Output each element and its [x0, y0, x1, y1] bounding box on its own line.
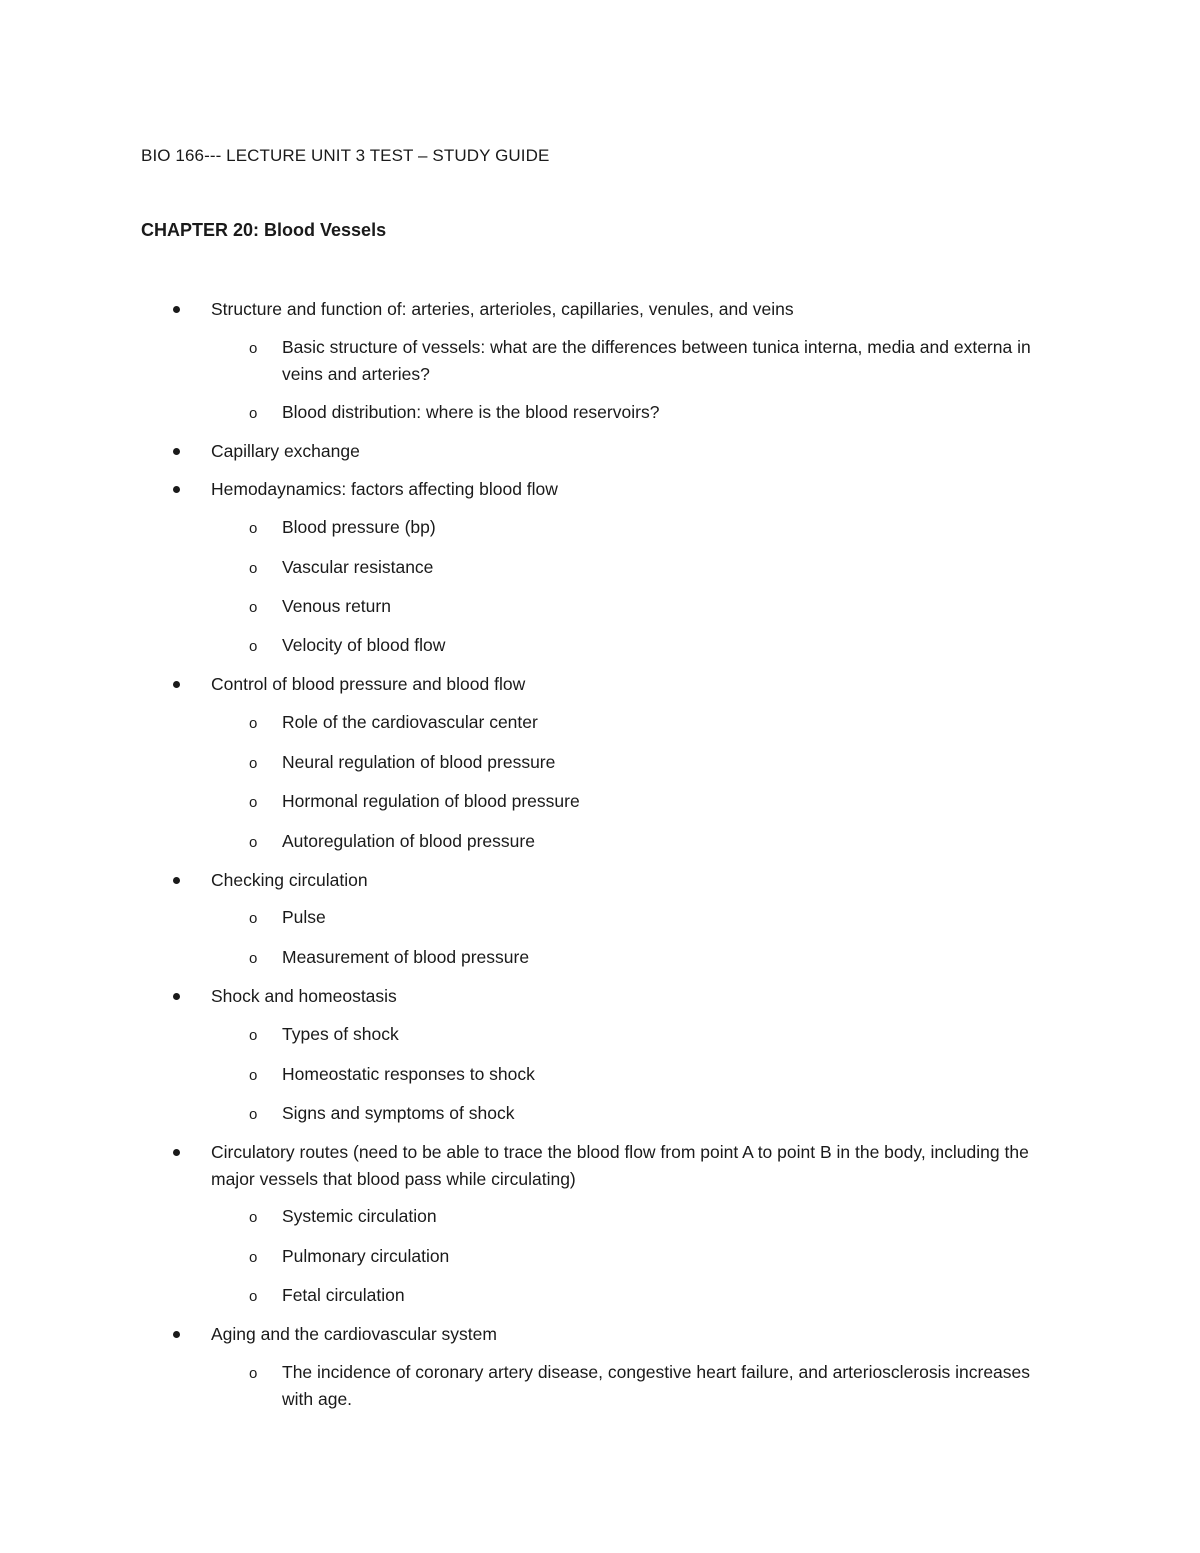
subtopic-label: Systemic circulation [282, 1206, 437, 1226]
subtopic-item [249, 1282, 1052, 1309]
sub-bullet-marker: o [249, 560, 258, 577]
subtopic-item [249, 788, 1052, 815]
subtopic-item [249, 1061, 1052, 1088]
subtopic-label: Hormonal regulation of blood pressure [282, 791, 580, 811]
subtopic-item [249, 904, 1052, 931]
bullet-marker [173, 1149, 180, 1156]
sub-bullet-marker: o [249, 794, 258, 811]
subtopic-label: Pulmonary circulation [282, 1246, 450, 1266]
subtopic-item [249, 1100, 1052, 1127]
subtopic-label: Velocity of blood flow [282, 635, 446, 655]
sub-bullet-marker: o [249, 834, 258, 851]
sub-bullet-marker: o [249, 1106, 258, 1123]
sub-bullet-marker: o [249, 755, 258, 772]
subtopic-label: Basic structure of vessels: what are the differences between tunica interna, media and externa in veins and arteries? [282, 337, 1031, 384]
topic-label: Control of blood pressure and blood flow [211, 674, 526, 694]
sub-bullet-marker: o [249, 1067, 258, 1084]
subtopic-label: Homeostatic responses to shock [282, 1064, 535, 1084]
subtopic-item [249, 944, 1052, 971]
bullet-marker [173, 681, 180, 688]
topic-label: Hemodaynamics: factors affecting blood flow [211, 479, 558, 499]
topic-item [211, 1139, 1051, 1193]
subtopic-item [249, 1243, 1052, 1270]
subtopic-item [249, 828, 1052, 855]
subtopic-item [249, 399, 1052, 426]
subtopic-item [249, 1021, 1052, 1048]
bullet-marker [173, 1331, 180, 1338]
sub-bullet-marker: o [249, 1027, 258, 1044]
topic-label: Aging and the cardiovascular system [211, 1324, 497, 1344]
topic-item [211, 671, 1051, 698]
topic-item [211, 1321, 1051, 1348]
subtopic-item [249, 593, 1052, 620]
subtopic-label: Role of the cardiovascular center [282, 712, 538, 732]
subtopic-label: Blood distribution: where is the blood reservoirs? [282, 402, 660, 422]
topic-item [211, 867, 1051, 894]
subtopic-item [249, 632, 1052, 659]
subtopic-label: Vascular resistance [282, 557, 434, 577]
subtopic-label: The incidence of coronary artery disease, congestive heart failure, and arteriosclerosis increases with age. [282, 1362, 1031, 1409]
sub-bullet-marker: o [249, 1365, 258, 1382]
topic-item [211, 476, 1051, 503]
sub-bullet-marker: o [249, 638, 258, 655]
subtopic-item [249, 1359, 1052, 1413]
bullet-marker [173, 877, 180, 884]
sub-bullet-marker: o [249, 340, 258, 357]
sub-bullet-marker: o [249, 950, 258, 967]
subtopic-label: Blood pressure (bp) [282, 517, 436, 537]
subtopic-item [249, 709, 1052, 736]
topic-label: Structure and function of: arteries, arterioles, capillaries, venules, and veins [211, 299, 794, 319]
sub-bullet-marker: o [249, 1288, 258, 1305]
subtopic-label: Signs and symptoms of shock [282, 1103, 515, 1123]
subtopic-label: Measurement of blood pressure [282, 947, 530, 967]
topic-label: Circulatory routes (need to be able to trace the blood flow from point A to point B in the body, including the major vessels that blood pass while circulating) [211, 1142, 1029, 1189]
subtopic-item [249, 514, 1052, 541]
bullet-marker [173, 448, 180, 455]
sub-bullet-marker: o [249, 1249, 258, 1266]
course-header: BIO 166--- LECTURE UNIT 3 TEST – STUDY GUIDE [141, 146, 550, 165]
chapter-title: CHAPTER 20: Blood Vessels [141, 220, 387, 240]
topic-item [211, 296, 1051, 323]
topic-item [211, 438, 1051, 465]
topic-label: Checking circulation [211, 870, 368, 890]
sub-bullet-marker: o [249, 1209, 258, 1226]
subtopic-item [249, 749, 1052, 776]
subtopic-label: Autoregulation of blood pressure [282, 831, 535, 851]
topic-item [211, 983, 1051, 1010]
sub-bullet-marker: o [249, 910, 258, 927]
sub-bullet-marker: o [249, 715, 258, 732]
subtopic-item [249, 334, 1052, 388]
bullet-marker [173, 306, 180, 313]
topic-label: Shock and homeostasis [211, 986, 397, 1006]
subtopic-item [249, 1203, 1052, 1230]
sub-bullet-marker: o [249, 405, 258, 422]
bullet-marker [173, 993, 180, 1000]
topic-label: Capillary exchange [211, 441, 360, 461]
bullet-marker [173, 486, 180, 493]
subtopic-item [249, 554, 1052, 581]
sub-bullet-marker: o [249, 520, 258, 537]
subtopic-label: Venous return [282, 596, 391, 616]
subtopic-label: Fetal circulation [282, 1285, 405, 1305]
subtopic-label: Types of shock [282, 1024, 399, 1044]
sub-bullet-marker: o [249, 599, 258, 616]
subtopic-label: Pulse [282, 907, 326, 927]
subtopic-label: Neural regulation of blood pressure [282, 752, 556, 772]
